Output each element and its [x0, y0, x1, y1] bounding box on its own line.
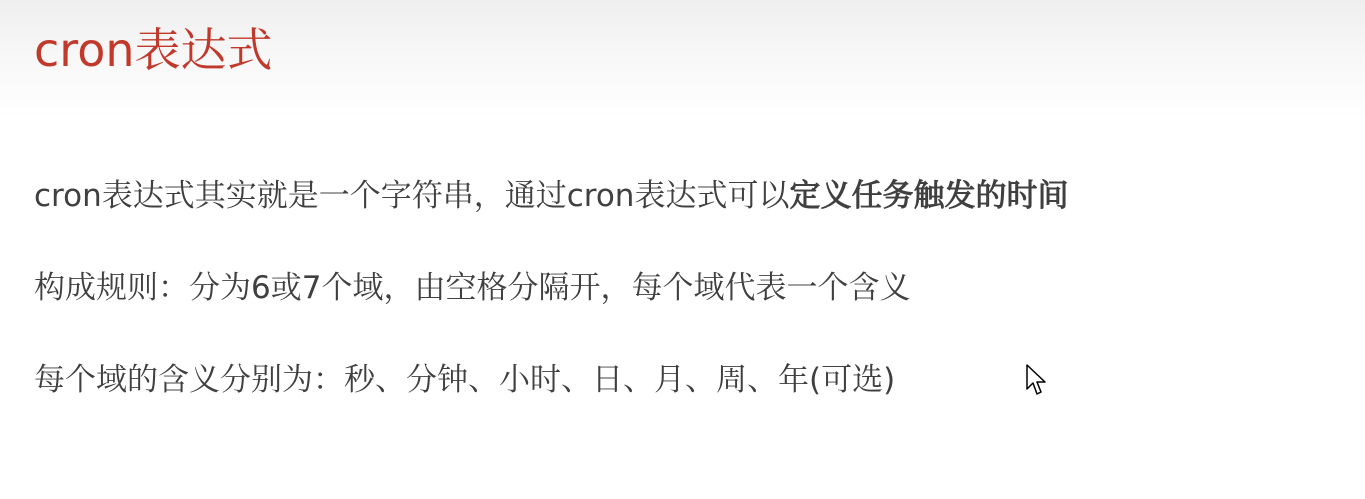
mouse-pointer-icon [1026, 364, 1046, 398]
fields-line: 每个域的含义分别为：秒、分钟、小时、日、月、周、年(可选) [34, 362, 896, 398]
definition-line [34, 176, 1068, 216]
slide-title: cron表达式 [34, 23, 273, 77]
definition-emphasis: 定义任务触发的时间 [789, 178, 1069, 214]
definition-text: cron表达式其实就是一个字符串，通过cron表达式可以 [34, 178, 790, 214]
rules-line: 构成规则：分为6或7个域，由空格分隔开，每个域代表一个含义 [34, 270, 911, 306]
